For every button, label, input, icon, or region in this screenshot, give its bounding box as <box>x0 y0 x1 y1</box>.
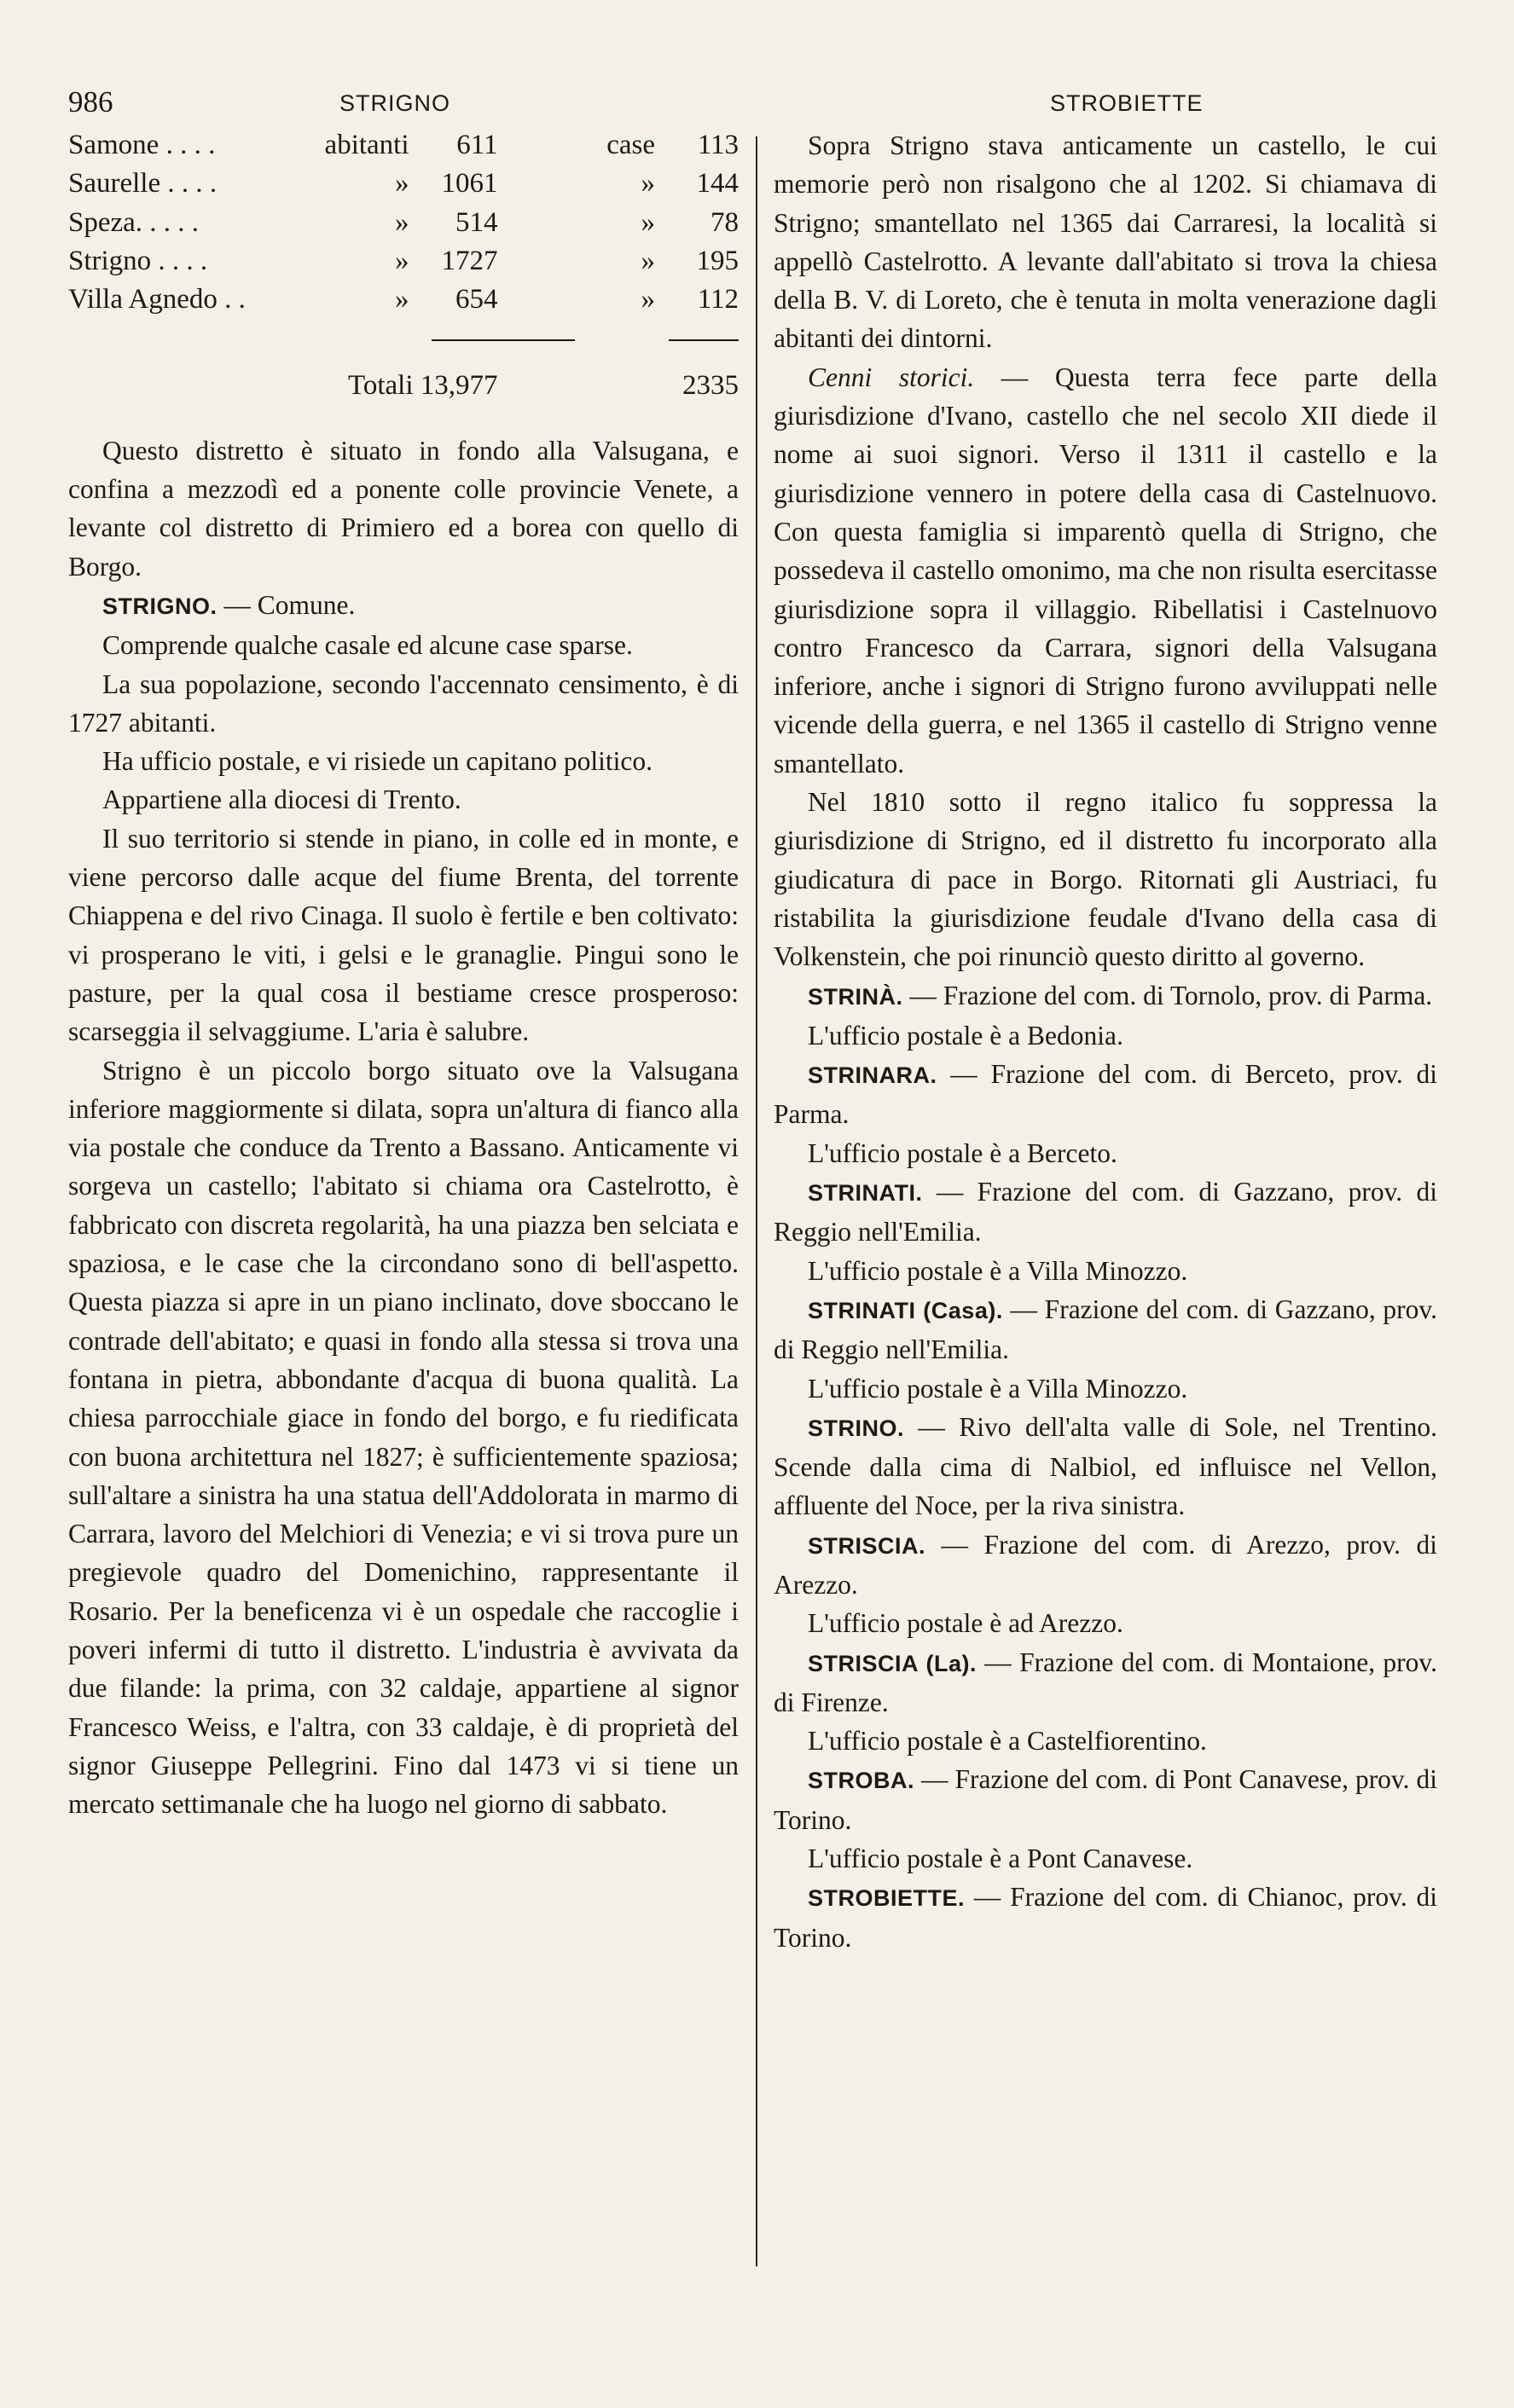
paragraph-population: La sua popolazione, secondo l'accennato censimento, è di 1727 abitanti. <box>68 669 739 738</box>
paragraph-post-office: Ha ufficio postale, e vi risiede un capitano politico. <box>102 746 653 777</box>
right-running-head: STROBIETTE <box>1050 90 1204 116</box>
entry-post-office: L'ufficio postale è a Berceto. <box>808 1137 1117 1168</box>
gazetteer-entries <box>774 976 1437 1957</box>
entry-headword: STRINÀ. <box>808 983 903 1010</box>
spacer-cell <box>498 281 575 319</box>
entry-headword: STRINATI. <box>808 1180 923 1207</box>
entry-headword: STROBA. <box>808 1768 914 1794</box>
inhabitants-value: 611 <box>456 130 498 160</box>
paragraph-castle: Sopra Strigno stava anticamente un castello, le cui memorie però non risalgono che al 1202. Si chiamava di Strigno; smantellato nel 1365 dai Carraresi, la località si appellò Castelrotto. A levante dall'abitato si trova la chiesa della B. V. di Loreto, che è tenuta in molta venerazione dagli abitanti dei dintorni. <box>774 130 1437 354</box>
houses-value: 113 <box>697 130 739 160</box>
entry-definition: — Rivo dell'alta valle di Sole, nel Trentino. Scende dalla cima di Nalbiol, ed influisce nel Vellon, affluente del Noce, per la riva sinistra. <box>774 1411 1437 1521</box>
entry-post-office: L'ufficio postale è a Castelfiorentino. <box>808 1726 1207 1757</box>
left-running-head: STRIGNO <box>339 90 451 116</box>
houses-unit-label: case <box>606 130 655 160</box>
left-column <box>68 126 739 1823</box>
entry-post-office: L'ufficio postale è a Bedonia. <box>808 1020 1123 1051</box>
entry-post-office: L'ufficio postale è a Villa Minozzo. <box>808 1373 1188 1404</box>
entry-definition: — Frazione del com. di Montaione, prov. di Firenze. <box>774 1647 1437 1717</box>
right-column <box>774 126 1437 1957</box>
paragraph-cenni-storici <box>774 358 1437 783</box>
population-table <box>68 126 739 413</box>
inhabitants-value: 1727 <box>441 245 498 276</box>
houses-value: 195 <box>696 245 739 276</box>
entry-headword: STROBIETTE. <box>808 1885 966 1912</box>
entry-headword: STRISCIA (La). <box>808 1650 977 1676</box>
houses-value: 112 <box>697 284 739 315</box>
houses-unit-label: » <box>641 206 655 238</box>
gazetteer-entry <box>774 1643 1437 1722</box>
totals-inhabitants: 13,977 <box>420 369 498 401</box>
municipality-name: Samone . . . . <box>68 130 216 160</box>
entry-headword: STRINO. <box>808 1415 905 1441</box>
paragraph-borgo: Strigno è un piccolo borgo situato ove la Valsugana inferiore maggiormente si dilata, sopra un'altura di fianco alla via postale che conduce da Trento a Bassano. Anticamente vi sorgeva un castello; l'abitato si chiama ora Castelrotto, è fabbricato con discreta regolarità, ha una piazza ben selciata e spaziosa, e le case che la circondano sono di bell'aspetto. Questa piazza si apre in un piano inclinato, dove sboccano le contrade dell'abitato; e quasi in fondo alla stessa si trova una fontana in pietra, abbondante d'acqua di buona qualità. La chiesa parrocchiale giace in fondo del borgo, e fu riedificata con buona architettura nel 1827; è sufficientemente spaziosa; sull'altare a sinistra ha una statua dell'Addolorata in marmo di Carrara, lavoro del Melchiori di Venezia; e vi si trova pure un pregievole quadro del Domenichino, rappresentante il Rosario. Per la beneficenza vi è un ospedale che raccoglie i poveri infermi di tutto il distretto. L'industria è avvivata da due filande: la prima, con 32 caldaje, appartiene al signor Francesco Weiss, e l'altra, con 33 caldaje, è di proprietà del signor Giuseppe Pellegrini. Fino dal 1473 vi si tiene un mercato settimanale che ha luogo nel giorno di sabbato. <box>68 1055 739 1820</box>
headword-strigno: STRIGNO. <box>102 593 218 619</box>
houses-value: 78 <box>711 206 739 238</box>
entry-definition: — Frazione del com. di Tornolo, prov. di Parma. <box>902 980 1433 1010</box>
gazetteer-entry <box>774 1055 1437 1134</box>
entry-headword: STRINATI (Casa). <box>808 1297 1003 1323</box>
paragraph-territory: Il suo territorio si stende in piano, in colle ed in monte, e viene percorso dalle acque del fiume Brenta, del torrente Chiappena e del rivo Cinaga. Il suolo è fertile e ben coltivato: vi prosperano le viti, i gelsi e le granaglie. Pingui sono le pasture, per la qual cosa il bestiame cresce prosperoso: scarseggia il selvaggiume. L'aria è salubre. <box>68 823 739 1047</box>
entry-definition: — Frazione del com. di Arezzo, prov. di Arezzo. <box>774 1529 1437 1600</box>
rule-row <box>68 319 739 357</box>
inhabitants-value: 514 <box>455 206 498 238</box>
population-row <box>68 281 739 319</box>
houses-value: 144 <box>696 168 739 200</box>
entry-definition: — Frazione del com. di Berceto, prov. di Parma. <box>774 1059 1437 1130</box>
paragraph-diocese: Appartiene alla diocesi di Trento. <box>102 784 461 815</box>
spacer-cell <box>498 126 575 165</box>
population-row <box>68 126 739 165</box>
column-divider <box>756 136 757 2266</box>
entry-headword: STRINARA. <box>808 1062 937 1089</box>
population-row <box>68 165 739 203</box>
gazetteer-entry <box>774 1525 1437 1605</box>
spacer-cell <box>498 242 575 281</box>
page-number: 986 <box>68 85 113 119</box>
gazetteer-entry <box>774 1172 1437 1252</box>
municipality-name: Speza. . . . . <box>68 206 200 238</box>
houses-unit-label: » <box>641 245 655 276</box>
population-row <box>68 242 739 281</box>
gazetteer-entry <box>774 1760 1437 1839</box>
definition-strigno: — Comune. <box>217 589 356 620</box>
totals-label: Totali <box>348 369 414 401</box>
paragraph-casali: Comprende qualche casale ed alcune case sparse. <box>102 630 633 661</box>
rule-inhabitants <box>432 339 575 341</box>
totals-houses: 2335 <box>682 369 739 401</box>
entry-post-office: L'ufficio postale è a Pont Canavese. <box>808 1844 1193 1874</box>
paragraph-regno-italico: Nel 1810 sotto il regno italico fu soppressa la giurisdizione di Strigno, ed il distretto fu incorporato alla giudicatura di pace in Borgo. Ritornati gli Austriaci, fu ristabilita la giurisdizione feudale d'Ivano della casa di Volkenstein, che poi rinunciò questo diritto al governo. <box>774 787 1437 972</box>
inhabitants-value: 654 <box>455 284 498 315</box>
gazetteer-entry <box>774 1290 1437 1369</box>
unit-label: abitanti <box>324 130 409 160</box>
spacer-cell <box>498 165 575 203</box>
population-row <box>68 204 739 242</box>
entry-post-office: L'ufficio postale è a Villa Minozzo. <box>808 1255 1188 1286</box>
entry-definition: — Frazione del com. di Gazzano, prov. di Reggio nell'Emilia. <box>774 1177 1437 1247</box>
entry-headword: STRISCIA. <box>808 1532 926 1559</box>
municipality-name: Saurelle . . . . <box>68 168 218 200</box>
unit-label: » <box>395 284 409 315</box>
houses-unit-label: » <box>641 168 655 200</box>
rule-houses <box>669 339 739 341</box>
entry-definition: — Frazione del com. di Gazzano, prov. di Reggio nell'Emilia. <box>774 1294 1437 1365</box>
unit-label: » <box>395 245 409 276</box>
totals-row <box>68 358 739 413</box>
inhabitants-value: 1061 <box>441 168 498 200</box>
municipality-name: Villa Agnedo . . <box>68 284 246 315</box>
unit-label: » <box>395 168 409 200</box>
unit-label: » <box>395 206 409 238</box>
gazetteer-entry <box>774 976 1437 1016</box>
entry-definition: — Frazione del com. di Chianoc, prov. di Torino. <box>774 1882 1437 1953</box>
district-description: Questo distretto è situato in fondo alla Valsugana, e confina a mezzodì ed a ponente colle provincie Venete, a levante col distretto di Primiero ed a borea con quello di Borgo. <box>68 435 739 582</box>
municipality-name: Strigno . . . . <box>68 245 208 276</box>
houses-unit-label: » <box>641 284 655 315</box>
entry-post-office: L'ufficio postale è ad Arezzo. <box>808 1608 1123 1639</box>
cenni-storici-label: Cenni storici. <box>808 362 975 392</box>
cenni-storici-text: — Questa terra fece parte della giurisdizione d'Ivano, castello che nel secolo XII diede il nome ai suoi signori. Verso il 1311 il castello e la giurisdizione vennero in potere della casa di Castelnuovo. Con questa famiglia si imparentò quella di Strigno, che possedeva il castello omonimo, ma che non risulta esercitasse giurisdizione sopra il villaggio. Ribellatisi i Castelnuovo contro Francesco da Carrara, signori della Valsugana inferiore, anche i signori di Strigno furono avviluppati nelle vicende della guerra, e nel 1365 il castello di Strigno venne smantellato. <box>774 362 1437 779</box>
entry-strigno <box>68 586 739 626</box>
spacer-cell <box>498 204 575 242</box>
gazetteer-entry <box>774 1878 1437 1957</box>
entry-definition: — Frazione del com. di Pont Canavese, prov. di Torino. <box>774 1764 1437 1835</box>
gazetteer-entry <box>774 1408 1437 1525</box>
